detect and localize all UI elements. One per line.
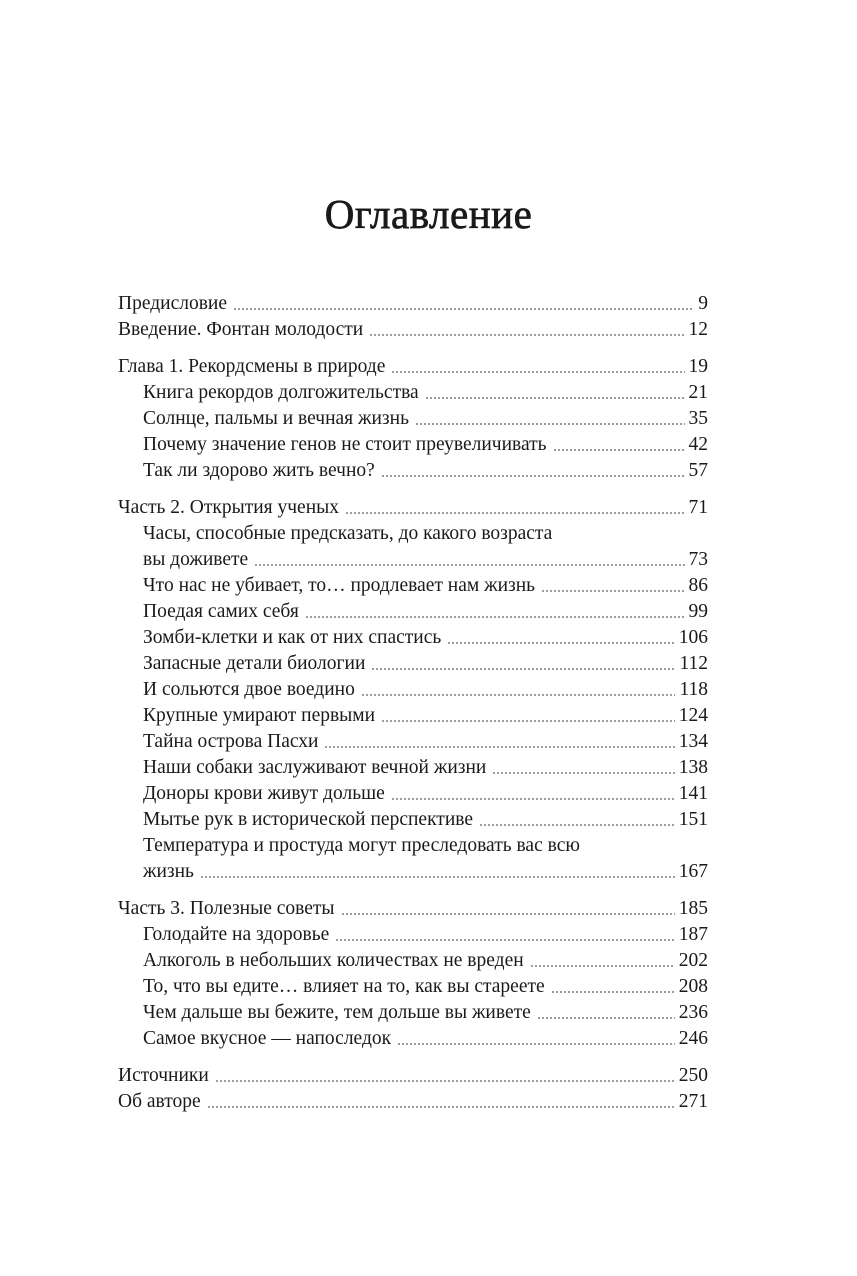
toc-entry-title: И сольются двое воедино xyxy=(143,679,355,700)
toc-entry[interactable] xyxy=(118,896,708,922)
toc-entry-page: 118 xyxy=(679,679,708,700)
dot-leader xyxy=(492,772,674,774)
toc-entry[interactable] xyxy=(118,625,708,651)
toc-entry[interactable] xyxy=(118,651,708,677)
dot-leader xyxy=(305,616,685,618)
toc-section xyxy=(118,354,708,484)
page-title: Оглавление xyxy=(324,191,533,237)
toc-entry-page: 35 xyxy=(688,408,708,429)
toc-entry-title-line xyxy=(118,521,708,547)
toc-entry-page: 124 xyxy=(678,705,708,726)
toc-entry-page: 71 xyxy=(688,497,708,518)
toc-entry-page: 202 xyxy=(678,950,708,971)
toc-entry[interactable] xyxy=(118,1089,708,1115)
toc-entry-title: Источники xyxy=(118,1065,209,1086)
toc-entry[interactable] xyxy=(118,573,708,599)
toc-entry-title: Крупные умирают первыми xyxy=(143,705,376,726)
toc-entry-title: Солнце, пальмы и вечная жизнь xyxy=(143,408,409,429)
toc-entry-page: 86 xyxy=(688,575,708,596)
toc-entry-title: Часть 2. Открытия ученых xyxy=(118,497,340,518)
dot-leader xyxy=(200,876,675,878)
toc-entry[interactable] xyxy=(118,291,708,317)
toc-entry-page: 167 xyxy=(678,861,708,882)
dot-leader xyxy=(415,423,685,425)
toc-entry-title: жизнь xyxy=(143,861,194,882)
toc-entry-title: Чем дальше вы бежите, тем дольше вы живете xyxy=(143,1002,531,1023)
toc-entry[interactable] xyxy=(118,1000,708,1026)
toc-entry-title: вы доживете xyxy=(143,549,249,570)
toc-entry[interactable] xyxy=(118,406,708,432)
dot-leader xyxy=(335,939,674,941)
dot-leader xyxy=(233,308,694,310)
dot-leader xyxy=(341,913,675,915)
dot-leader xyxy=(425,397,685,399)
dot-leader xyxy=(391,371,684,373)
dot-leader xyxy=(551,991,675,993)
toc-entry-page: 246 xyxy=(678,1028,708,1049)
toc-entry-title: Глава 1. Рекордсмены в природе xyxy=(118,356,386,377)
toc-entry[interactable] xyxy=(118,317,708,343)
toc-entry-title: Так ли здорово жить вечно? xyxy=(143,460,375,481)
toc-entry-page: 187 xyxy=(678,924,708,945)
toc-entry[interactable] xyxy=(118,755,708,781)
dot-leader xyxy=(345,512,684,514)
toc-section xyxy=(118,291,708,343)
dot-leader xyxy=(369,334,684,336)
toc-entry-title: Об авторе xyxy=(118,1091,201,1112)
toc-entry-title: Температура и простуда могут преследовать вас всю xyxy=(143,835,580,856)
dot-leader xyxy=(207,1106,675,1108)
toc-entry-title: Голодайте на здоровье xyxy=(143,924,330,945)
dot-leader xyxy=(447,642,674,644)
toc-entry-title: Что нас не убивает, то… продлевает нам жизнь xyxy=(143,575,536,596)
dot-leader xyxy=(479,824,675,826)
toc-entry[interactable] xyxy=(118,948,708,974)
toc-entry[interactable] xyxy=(118,781,708,807)
toc-entry-page: 73 xyxy=(688,549,708,570)
toc-entry-title: Предисловие xyxy=(118,293,228,314)
toc-entry-page: 271 xyxy=(678,1091,708,1112)
toc-entry[interactable] xyxy=(118,380,708,406)
toc-entry[interactable] xyxy=(118,354,708,380)
toc-entry-title: Тайна острова Пасхи xyxy=(143,731,319,752)
toc-entry[interactable] xyxy=(118,807,708,833)
toc-entry-page: 42 xyxy=(688,434,708,455)
toc-entry-title: Часть 3. Полезные советы xyxy=(118,898,335,919)
toc-entry-page: 21 xyxy=(688,382,708,403)
toc-entry-page: 208 xyxy=(678,976,708,997)
toc-entry-page: 185 xyxy=(678,898,708,919)
dot-leader xyxy=(537,1017,675,1019)
toc-entry-page: 57 xyxy=(688,460,708,481)
toc-entry-title: Запасные детали биологии xyxy=(143,653,366,674)
toc-entry[interactable] xyxy=(118,859,708,885)
toc-entry-title: То, что вы едите… влияет на то, как вы стареете xyxy=(143,976,545,997)
toc-section xyxy=(118,1063,708,1115)
toc-entry-title: Самое вкусное — напоследок xyxy=(143,1028,392,1049)
toc-section xyxy=(118,495,708,885)
toc-entry[interactable] xyxy=(118,495,708,521)
dot-leader xyxy=(324,746,674,748)
dot-leader xyxy=(381,475,685,477)
toc-entry-title: Алкоголь в небольших количествах не вреден xyxy=(143,950,524,971)
toc-entry-page: 112 xyxy=(679,653,708,674)
toc-entry-page: 12 xyxy=(688,319,708,340)
dot-leader xyxy=(361,694,676,696)
toc-entry-page: 134 xyxy=(678,731,708,752)
toc-entry-page: 138 xyxy=(678,757,708,778)
toc-entry[interactable] xyxy=(118,1026,708,1052)
toc-entry-page: 99 xyxy=(688,601,708,622)
toc-entry-page: 236 xyxy=(678,1002,708,1023)
toc-entry[interactable] xyxy=(118,599,708,625)
toc-section xyxy=(118,896,708,1052)
toc-entry[interactable] xyxy=(118,922,708,948)
toc-entry-title: Почему значение генов не стоит преувеличивать xyxy=(143,434,547,455)
toc-entry[interactable] xyxy=(118,458,708,484)
toc-entry-page: 151 xyxy=(678,809,708,830)
toc-entry[interactable] xyxy=(118,677,708,703)
toc-entry-page: 106 xyxy=(678,627,708,648)
toc-entry-title: Мытье рук в исторической перспективе xyxy=(143,809,474,830)
toc-entry-title: Зомби-клетки и как от них спастись xyxy=(143,627,442,648)
toc-entry-title: Часы, способные предсказать, до какого возраста xyxy=(143,523,553,544)
toc-entry[interactable] xyxy=(118,703,708,729)
dot-leader xyxy=(530,965,675,967)
dot-leader xyxy=(391,798,675,800)
dot-leader xyxy=(553,449,685,451)
toc-entry-title: Доноры крови живут дольше xyxy=(143,783,385,804)
toc-entry-title: Книга рекордов долгожительства xyxy=(143,382,419,403)
toc-entry-title-line xyxy=(118,833,708,859)
toc-entry[interactable] xyxy=(118,432,708,458)
toc-entry-page: 250 xyxy=(678,1065,708,1086)
dot-leader xyxy=(541,590,684,592)
toc-entry[interactable] xyxy=(118,729,708,755)
dot-leader xyxy=(254,564,684,566)
dot-leader xyxy=(381,720,675,722)
toc-entry-page: 19 xyxy=(688,356,708,377)
dot-leader xyxy=(397,1043,675,1045)
table-of-contents xyxy=(118,291,708,1126)
dot-leader xyxy=(215,1080,675,1082)
toc-entry-title: Введение. Фонтан молодости xyxy=(118,319,364,340)
toc-entry-title: Поедая самих себя xyxy=(143,601,299,622)
toc-entry[interactable] xyxy=(118,547,708,573)
toc-entry-page: 141 xyxy=(678,783,708,804)
toc-entry[interactable] xyxy=(118,974,708,1000)
dot-leader xyxy=(371,668,675,670)
toc-entry[interactable] xyxy=(118,1063,708,1089)
toc-entry-page: 9 xyxy=(698,293,708,314)
toc-entry-title: Наши собаки заслуживают вечной жизни xyxy=(143,757,487,778)
